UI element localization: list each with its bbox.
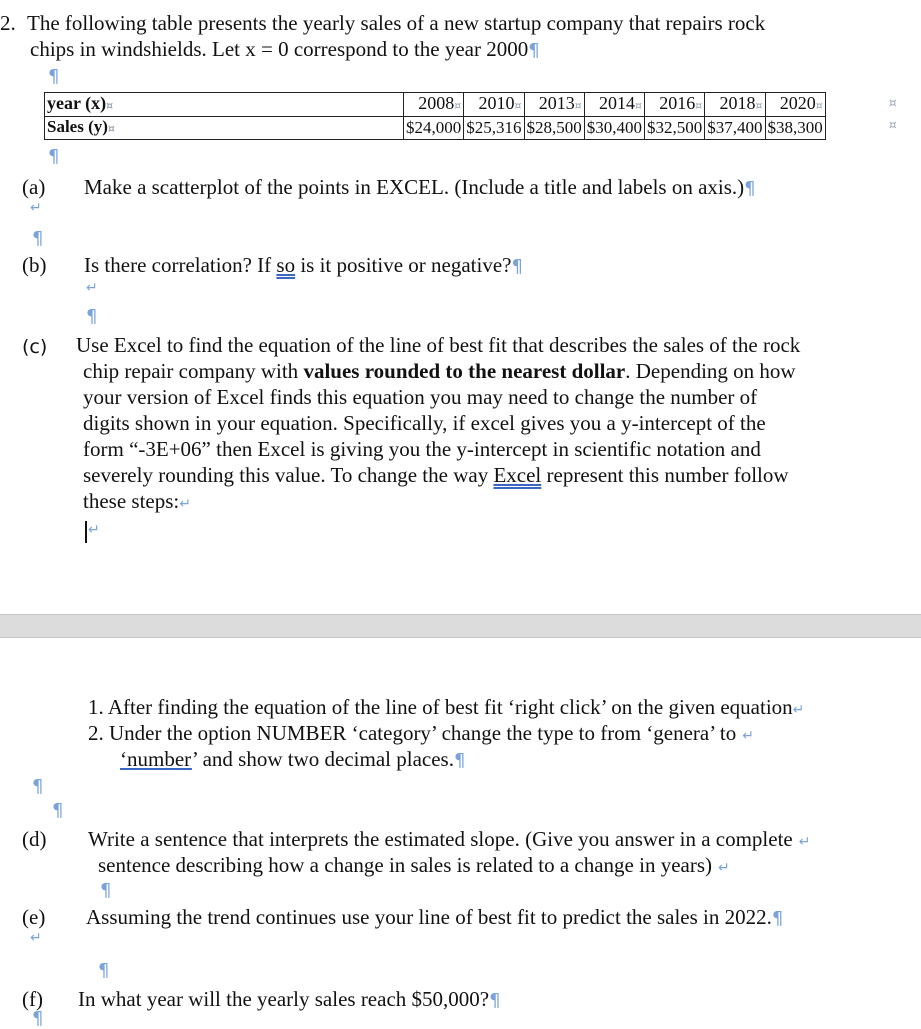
part-b-label: (b)	[22, 253, 47, 277]
row-end-mark: ¤	[889, 96, 897, 110]
part-d-line-2: sentence describing how a change in sales is related to a change in years)	[98, 853, 713, 877]
return-mark: ↵	[798, 834, 811, 850]
pilcrow-mark: ¶	[98, 960, 110, 981]
part-e-label: (e)	[22, 905, 46, 929]
table-row-years	[45, 93, 826, 117]
part-c-line-7-wrap	[83, 488, 191, 517]
pilcrow-mark: ¶	[528, 40, 540, 61]
year-cell: 2016¤	[645, 93, 705, 117]
part-e-text-wrap	[86, 904, 783, 930]
intro-line-2-wrap	[30, 36, 540, 62]
intro-line-2: chips in windshields. Let x = 0 correspond to the year 2000	[30, 37, 529, 61]
part-c-line-6: severely rounding this value. To change the way Excel represent this number follow	[83, 463, 789, 487]
intro-line-1: The following table presents the yearly sales of a new startup company that repairs rock	[27, 11, 766, 35]
sales-cell: $30,400	[584, 117, 644, 140]
step-2-continued: ‘number’ and show two decimal places.¶	[120, 747, 466, 771]
sales-cell: $38,300	[765, 117, 825, 140]
part-f-text-wrap	[78, 986, 501, 1012]
sales-cell: $32,500	[645, 117, 705, 140]
part-c-line-4: digits shown in your equation. Specifically, if excel gives you a y-intercept of the	[83, 411, 766, 435]
pilcrow-mark: ¶	[52, 800, 64, 821]
return-mark: ↵	[742, 728, 754, 744]
year-cell: 2010¤	[464, 93, 524, 117]
pilcrow-mark: ¶	[744, 178, 756, 199]
sales-cell: $28,500	[524, 117, 584, 140]
pilcrow-mark: ¶	[489, 990, 501, 1011]
pilcrow-mark: ¶	[100, 880, 112, 901]
return-mark: ↵	[86, 280, 98, 296]
part-c-line-7: these steps:	[83, 489, 180, 513]
part-a-text: Make a scatterplot of the points in EXCEL. (Include a title and labels on axis.)	[84, 175, 745, 199]
return-mark: ↵	[30, 930, 42, 946]
part-d-label: (d)	[22, 827, 47, 851]
table-row-sales	[45, 117, 826, 140]
pilcrow-mark: ¶	[453, 750, 466, 771]
return-mark: ↵	[30, 200, 42, 216]
part-a-text-wrap	[84, 174, 756, 200]
sales-cell: $24,000	[404, 117, 464, 140]
year-cell: 2020¤	[765, 93, 825, 117]
part-a-label: (a)	[22, 175, 46, 199]
sales-table	[44, 92, 826, 140]
return-mark: ↵	[88, 522, 100, 538]
sales-cell: $25,316	[464, 117, 524, 140]
return-mark: ↵	[179, 496, 191, 512]
part-c-label: (c)	[22, 336, 48, 358]
part-b-text-wrap	[84, 252, 523, 278]
year-cell: 2013¤	[524, 93, 584, 117]
row-end-mark: ¤	[889, 118, 897, 132]
part-f-label: (f)	[22, 987, 43, 1011]
row-label-year: year (x)¤	[45, 93, 404, 117]
pilcrow-mark: ¶	[48, 146, 60, 167]
question-number-and-intro	[0, 10, 765, 36]
return-mark: ↵	[792, 702, 805, 718]
part-c-line-2: chip repair company with values rounded to the nearest dollar. Depending on how	[83, 359, 796, 383]
text-cursor	[85, 521, 87, 543]
step-1-wrap	[88, 694, 804, 723]
pilcrow-mark: ¶	[86, 306, 98, 327]
page-break	[0, 614, 921, 638]
part-e-text: Assuming the trend continues use your line of best fit to predict the sales in 2022.	[86, 905, 772, 929]
part-b-text-post: is it positive or negative?	[295, 253, 512, 277]
part-c-line-3: your version of Excel finds this equation you may need to change the number of	[83, 385, 758, 409]
year-cell: 2014¤	[584, 93, 644, 117]
part-f-text: In what year will the yearly sales reach $50,000?	[78, 987, 490, 1011]
step-2: 2. Under the option NUMBER ‘category’ change the type to from ‘genera’ to	[88, 721, 737, 745]
part-c-line-1: Use Excel to find the equation of the line of best fit that describes the sales of the rock	[76, 333, 801, 357]
part-d-line-1-wrap	[88, 826, 810, 855]
year-cell: 2018¤	[705, 93, 765, 117]
year-cell: 2008¤	[404, 93, 464, 117]
step-2-wrap	[88, 720, 754, 749]
part-d-line-1: Write a sentence that interprets the estimated slope. (Give you answer in a complete	[88, 827, 793, 851]
part-b-text-pre: Is there correlation? If	[84, 253, 277, 277]
pilcrow-mark: ¶	[32, 1008, 44, 1029]
part-c-line-5: form “-3E+06” then Excel is giving you the y-intercept in scientific notation and	[83, 437, 761, 461]
pilcrow-mark: ¶	[48, 66, 60, 87]
pilcrow-mark: ¶	[32, 776, 44, 797]
step-1: 1. After finding the equation of the line of best fit ‘right click’ on the given equation	[88, 695, 793, 719]
part-b-text-so: so	[276, 253, 296, 277]
sales-cell: $37,400	[705, 117, 765, 140]
row-label-sales: Sales (y)¤	[45, 117, 404, 140]
question-number: 2.	[0, 11, 16, 35]
part-d-line-2-wrap	[98, 852, 730, 881]
pilcrow-mark: ¶	[511, 256, 523, 277]
pilcrow-mark: ¶	[771, 908, 784, 929]
pilcrow-mark: ¶	[32, 228, 44, 249]
return-mark: ↵	[718, 860, 730, 876]
